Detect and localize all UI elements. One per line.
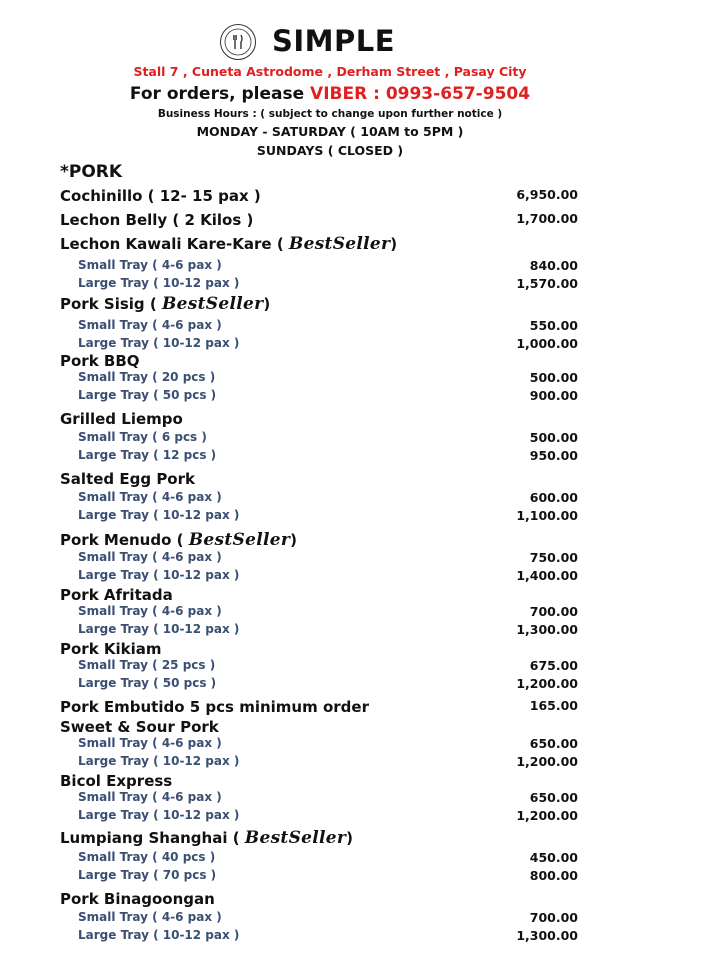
item-price: 700.00 — [529, 910, 578, 925]
item-price: 165.00 — [529, 698, 578, 713]
item-name — [60, 772, 172, 790]
menu-variant-row — [0, 868, 708, 886]
item-price: 700.00 — [529, 604, 578, 619]
business-hours-note: Business Hours : ( subject to change upon further notice ) — [157, 108, 503, 120]
item-title-suffix: ) — [263, 295, 271, 313]
order-line — [0, 84, 660, 104]
variant-name — [78, 550, 222, 564]
variant-name — [78, 736, 222, 750]
item-price: 450.00 — [529, 850, 578, 865]
viber-number: VIBER : 0993-657-9504 — [310, 84, 531, 104]
item-price: 6,950.00 — [516, 187, 578, 202]
menu-item-row — [0, 470, 708, 488]
item-name — [60, 352, 140, 370]
variant-name — [78, 388, 216, 402]
bestseller-label: BestSeller — [244, 828, 347, 848]
menu-variant-row — [0, 318, 708, 336]
variant-name — [78, 676, 216, 690]
item-title: Grilled Liempo — [60, 410, 183, 428]
item-price: 600.00 — [529, 490, 578, 505]
variant-title: Large Tray ( 10-12 pax ) — [78, 928, 240, 942]
menu-variant-row — [0, 490, 708, 508]
menu-item-row — [0, 586, 708, 604]
menu-item-row — [0, 530, 708, 548]
variant-title: Large Tray ( 10-12 pax ) — [78, 508, 240, 522]
variant-title: Small Tray ( 4-6 pax ) — [78, 490, 222, 504]
menu-variant-row — [0, 910, 708, 928]
menu-variant-row — [0, 850, 708, 868]
item-price: 650.00 — [529, 736, 578, 751]
item-title-suffix: ) — [290, 531, 297, 549]
item-name — [60, 410, 183, 428]
variant-name — [78, 868, 216, 882]
menu-variant-row — [0, 370, 708, 388]
store-address: Stall 7 , Cuneta Astrodome , Derham Street , Pasay City — [133, 64, 527, 79]
variant-title: Small Tray ( 4-6 pax ) — [78, 604, 222, 618]
item-name — [60, 698, 369, 716]
item-title: Pork Embutido 5 pcs minimum order — [60, 698, 369, 716]
menu-item-row — [0, 294, 708, 312]
item-price: 750.00 — [529, 550, 578, 565]
variant-name — [78, 850, 215, 864]
item-price: 1,300.00 — [516, 928, 578, 943]
menu-variant-row — [0, 604, 708, 622]
menu-item-row — [0, 890, 708, 908]
item-price: 1,200.00 — [516, 808, 578, 823]
item-name — [60, 640, 162, 658]
item-name — [60, 211, 253, 229]
menu-item-row — [0, 187, 708, 205]
menu-variant-row — [0, 676, 708, 694]
variant-title: Small Tray ( 4-6 pax ) — [78, 318, 222, 332]
variant-name — [78, 490, 222, 504]
menu-variant-row — [0, 622, 708, 640]
variant-name — [78, 430, 207, 444]
menu-item-row — [0, 828, 708, 846]
item-price: 650.00 — [529, 790, 578, 805]
item-name — [60, 828, 353, 848]
item-name — [60, 187, 261, 205]
menu-variant-row — [0, 430, 708, 448]
variant-name — [78, 910, 222, 924]
menu-variant-row — [0, 790, 708, 808]
item-title: Salted Egg Pork — [60, 470, 195, 488]
variant-name — [78, 568, 239, 582]
variant-title: Large Tray ( 10-12 pax ) — [78, 622, 240, 636]
menu-variant-row — [0, 568, 708, 586]
menu-item-row — [0, 410, 708, 428]
variant-name — [78, 508, 239, 522]
item-title: Pork Kikiam — [60, 640, 162, 658]
variant-title: Small Tray ( 6 pcs ) — [78, 430, 207, 444]
variant-name — [78, 754, 239, 768]
item-title: Lechon Kawali Kare-Kare ( — [60, 235, 289, 253]
item-title: Pork Menudo ( — [60, 531, 189, 549]
variant-title: Small Tray ( 20 pcs ) — [78, 370, 216, 384]
variant-name — [78, 258, 222, 272]
item-title: Cochinillo ( 12- 15 pax ) — [60, 187, 261, 205]
item-title: Lumpiang Shanghai ( — [60, 829, 245, 847]
variant-name — [78, 808, 239, 822]
section-title: *PORK — [60, 162, 123, 182]
item-price: 550.00 — [529, 318, 578, 333]
item-name — [60, 294, 270, 314]
variant-name — [78, 658, 215, 672]
item-price: 675.00 — [529, 658, 578, 673]
variant-title: Small Tray ( 40 pcs ) — [78, 850, 216, 864]
variant-name — [78, 448, 216, 462]
variant-title: Large Tray ( 50 pcs ) — [78, 388, 217, 402]
item-title: Pork Binagoongan — [60, 890, 215, 908]
item-title: Pork BBQ — [60, 352, 140, 370]
variant-name — [78, 336, 239, 350]
variant-title: Small Tray ( 25 pcs ) — [78, 658, 216, 672]
variant-title: Large Tray ( 10-12 pax ) — [78, 808, 240, 822]
item-name — [60, 530, 297, 550]
item-name — [60, 718, 219, 736]
menu-item-row — [0, 352, 708, 370]
menu-item-row — [0, 698, 708, 716]
item-price: 1,000.00 — [516, 336, 578, 351]
utensils-seal-icon — [220, 24, 256, 60]
variant-title: Large Tray ( 10-12 pax ) — [78, 276, 240, 290]
item-price: 1,200.00 — [516, 676, 578, 691]
menu-variant-row — [0, 550, 708, 568]
item-name — [60, 234, 397, 254]
variant-title: Large Tray ( 70 pcs ) — [78, 868, 217, 882]
item-price: 1,700.00 — [516, 211, 578, 226]
menu-item-row — [0, 718, 708, 736]
bestseller-label: BestSeller — [288, 234, 391, 254]
variant-name — [78, 790, 222, 804]
item-title: Lechon Belly ( 2 Kilos ) — [60, 211, 254, 229]
item-title: Pork Sisig ( — [60, 295, 162, 313]
menu-item-row — [0, 772, 708, 790]
item-price: 1,570.00 — [516, 276, 578, 291]
variant-name — [78, 318, 222, 332]
menu-variant-row — [0, 928, 708, 946]
item-price: 1,100.00 — [516, 508, 578, 523]
item-name — [60, 586, 173, 604]
menu-item-row — [0, 640, 708, 658]
variant-title: Small Tray ( 4-6 pax ) — [78, 910, 222, 924]
menu-variant-row — [0, 808, 708, 826]
variant-name — [78, 622, 239, 636]
menu-variant-row — [0, 276, 708, 294]
order-prefix: For orders, please — [129, 84, 311, 104]
menu-variant-row — [0, 658, 708, 676]
variant-title: Large Tray ( 10-12 pax ) — [78, 336, 240, 350]
item-title: Sweet & Sour Pork — [60, 718, 219, 736]
item-price: 840.00 — [529, 258, 578, 273]
variant-name — [78, 276, 239, 290]
variant-title: Large Tray ( 10-12 pax ) — [78, 754, 240, 768]
brand-name: SIMPLE — [272, 24, 396, 58]
variant-title: Large Tray ( 12 pcs ) — [78, 448, 217, 462]
variant-name — [78, 370, 215, 384]
variant-name — [78, 928, 239, 942]
item-price: 950.00 — [529, 448, 578, 463]
bestseller-label: BestSeller — [188, 530, 291, 550]
item-price: 800.00 — [529, 868, 578, 883]
menu-item-row — [0, 234, 708, 252]
item-title-suffix: ) — [390, 235, 398, 253]
item-name — [60, 890, 215, 908]
variant-name — [78, 604, 222, 618]
variant-title: Small Tray ( 4-6 pax ) — [78, 550, 222, 564]
item-price: 500.00 — [529, 370, 578, 385]
menu-variant-row — [0, 736, 708, 754]
menu-variant-row — [0, 508, 708, 526]
sunday-hours: SUNDAYS ( CLOSED ) — [256, 143, 404, 158]
menu-variant-row — [0, 388, 708, 406]
weekday-hours: MONDAY - SATURDAY ( 10AM to 5PM ) — [196, 124, 464, 139]
item-price: 1,200.00 — [516, 754, 578, 769]
variant-title: Small Tray ( 4-6 pax ) — [78, 258, 222, 272]
item-title: Pork Afritada — [60, 586, 173, 604]
menu-item-row — [0, 211, 708, 229]
item-title: Bicol Express — [60, 772, 173, 790]
item-name — [60, 470, 195, 488]
item-price: 500.00 — [529, 430, 578, 445]
item-title-suffix: ) — [346, 829, 354, 847]
variant-title: Small Tray ( 4-6 pax ) — [78, 736, 222, 750]
item-price: 1,400.00 — [516, 568, 578, 583]
variant-title: Large Tray ( 10-12 pax ) — [78, 568, 240, 582]
menu-variant-row — [0, 754, 708, 772]
variant-title: Large Tray ( 50 pcs ) — [78, 676, 217, 690]
menu-variant-row — [0, 448, 708, 466]
menu-variant-row — [0, 258, 708, 276]
item-price: 900.00 — [529, 388, 578, 403]
item-price: 1,300.00 — [516, 622, 578, 637]
variant-title: Small Tray ( 4-6 pax ) — [78, 790, 222, 804]
bestseller-label: BestSeller — [161, 294, 264, 314]
